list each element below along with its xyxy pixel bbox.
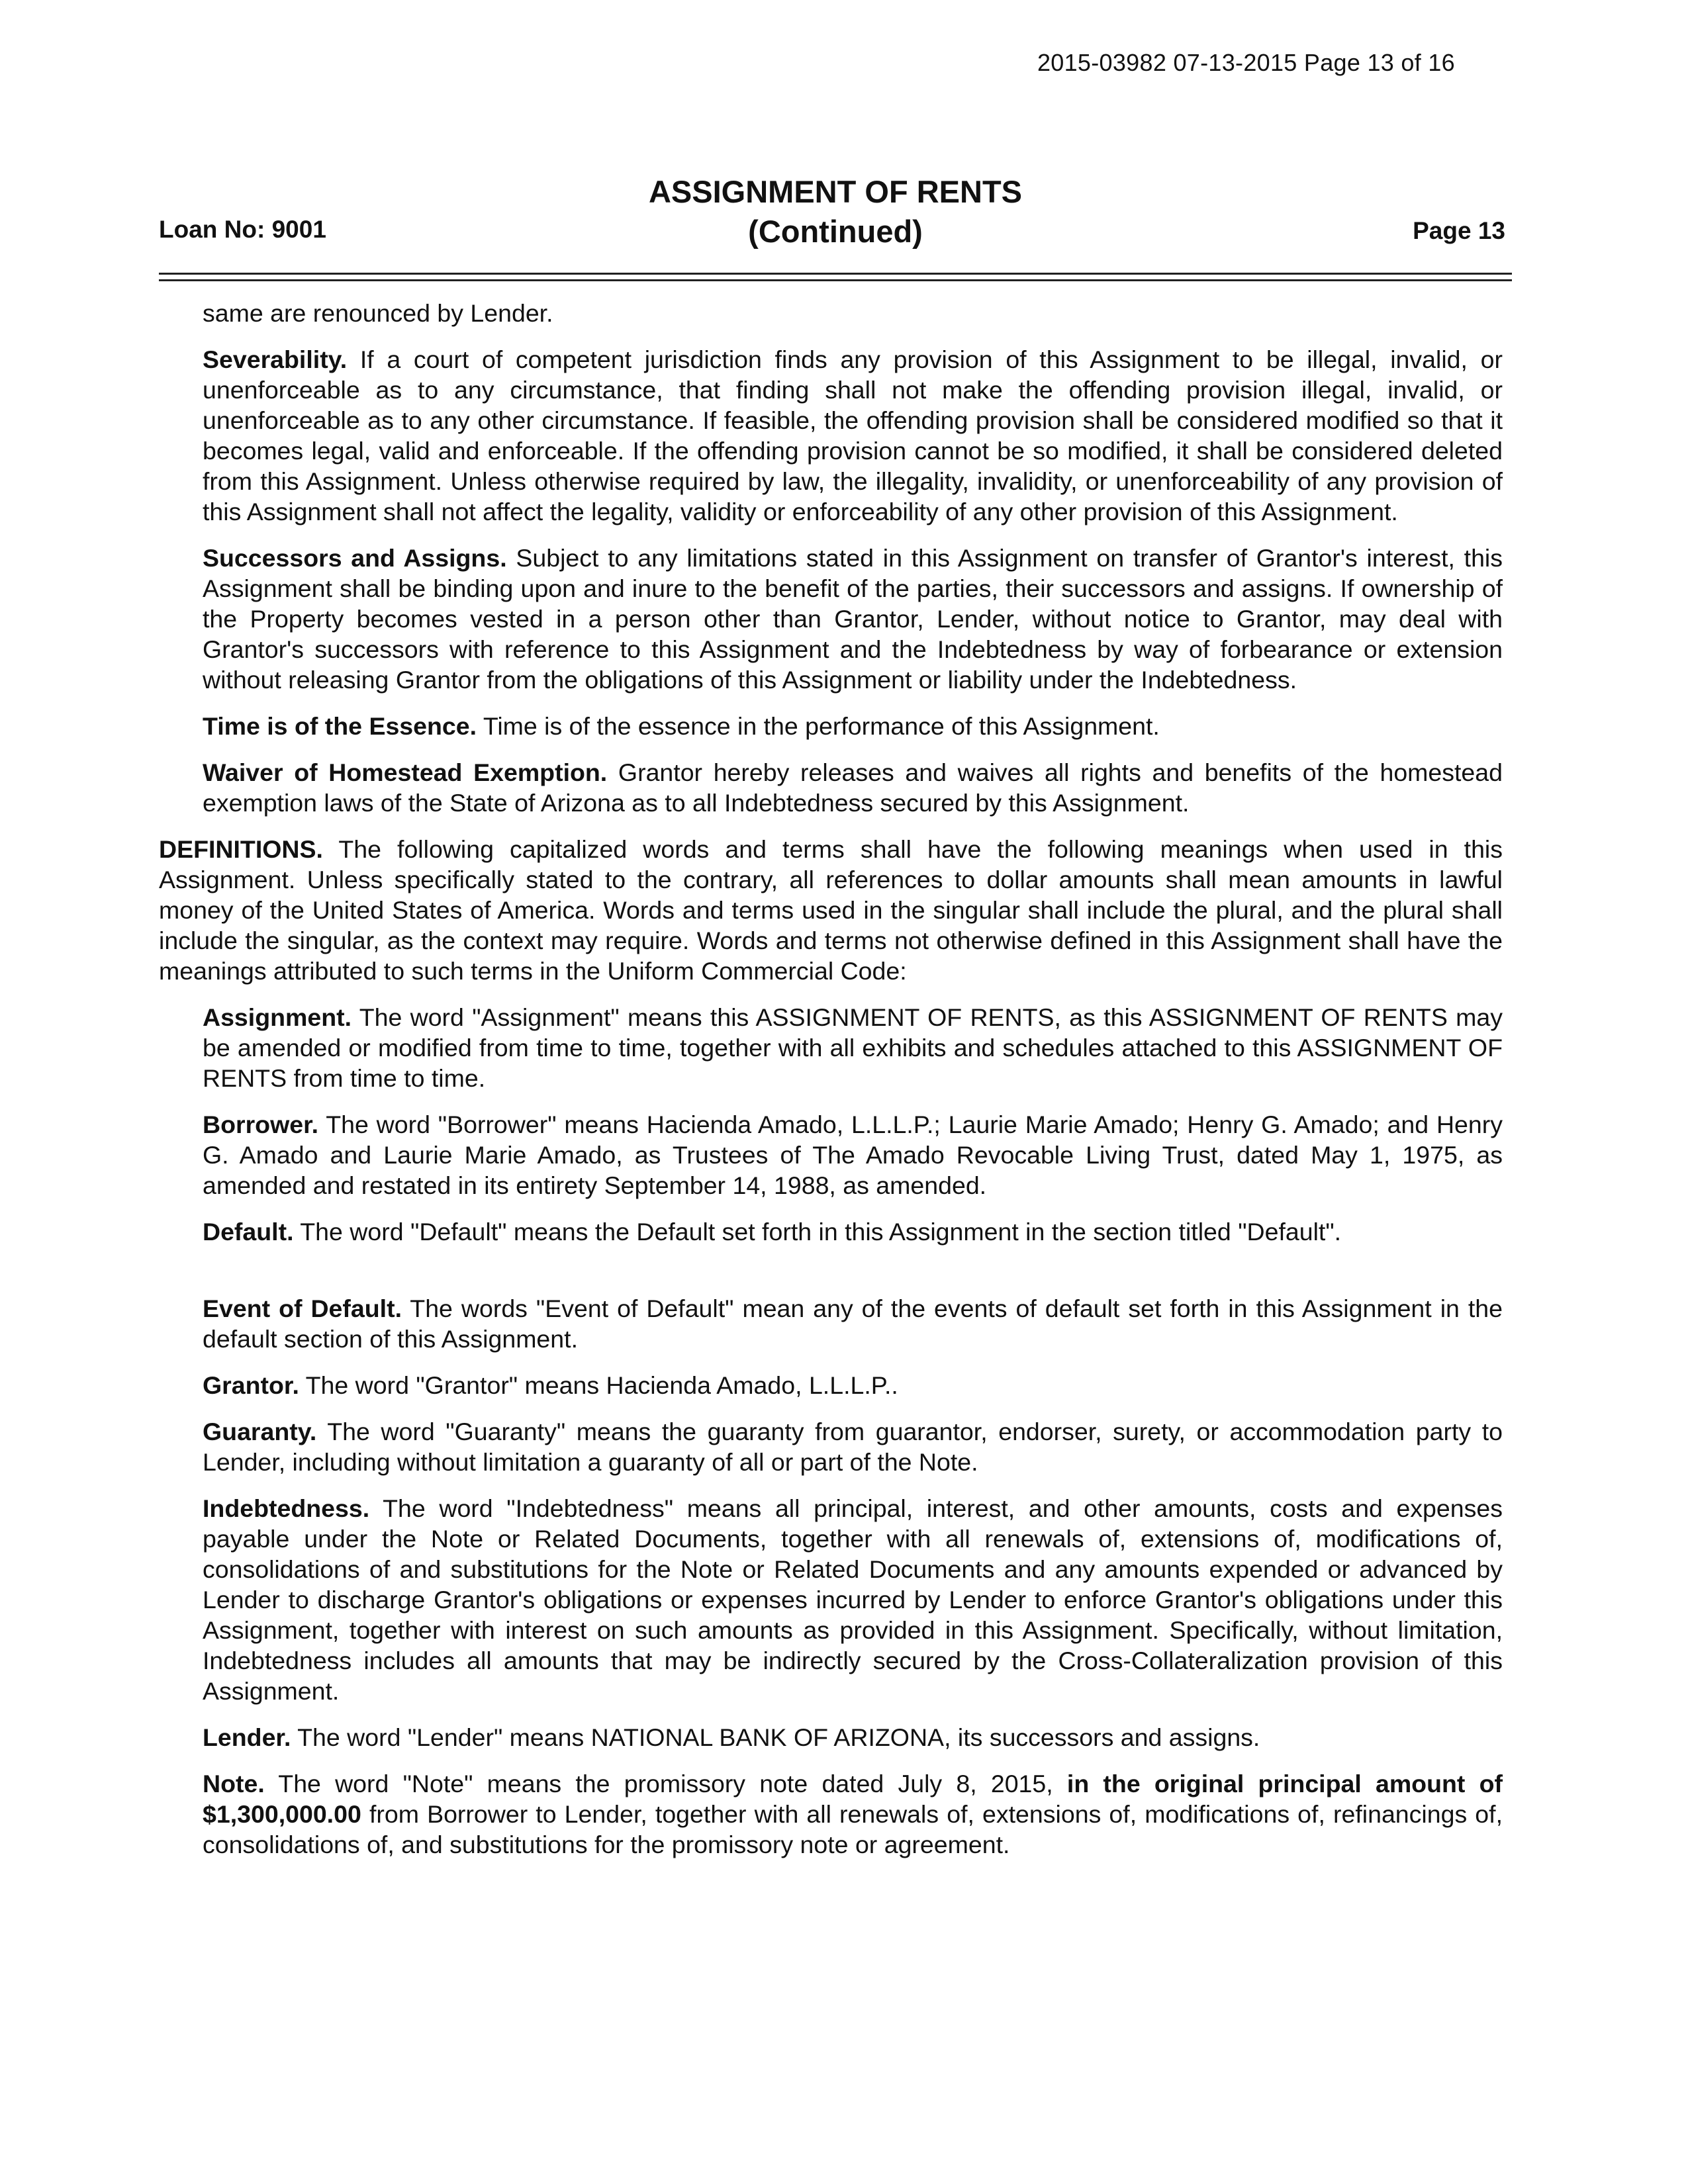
definition-term: Guaranty. [203, 1418, 317, 1445]
section-successors-and-assigns [203, 543, 1503, 695]
section-text: Time is of the essence in the performance of this Assignment. [483, 712, 1160, 740]
section-time-of-essence [203, 711, 1503, 741]
document-header [159, 172, 1512, 251]
header-rule-bottom [159, 279, 1512, 281]
definition-guaranty [203, 1416, 1503, 1477]
definition-text: The word "Default" means the Default set forth in this Assignment in the section titled "Default". [300, 1218, 1342, 1246]
recording-stamp: 2015-03982 07-13-2015 Page 13 of 16 [1037, 49, 1455, 76]
page-number: Page 13 [1413, 217, 1505, 244]
definition-lender [203, 1722, 1503, 1752]
definition-term: Lender. [203, 1723, 291, 1751]
definition-note [203, 1768, 1503, 1860]
section-heading: DEFINITIONS. [159, 835, 323, 863]
definition-text-continued: from Borrower to Lender, together with all renewals of, extensions of, modifications of, refinancings of, consolidations of, and substitutions for the promissory note or agreement. [203, 1800, 1503, 1858]
definition-term: Note. [203, 1770, 265, 1797]
section-heading: Severability. [203, 345, 348, 373]
document-subtitle: (Continued) [748, 214, 923, 249]
definition-borrower [203, 1109, 1503, 1201]
header-rule-top [159, 273, 1512, 275]
note-principal-amount: in the original principal amount of $1,300,000.00 [203, 1770, 1503, 1828]
definition-term: Assignment. [203, 1003, 352, 1031]
section-heading: Waiver of Homestead Exemption. [203, 758, 608, 786]
definition-event-of-default [203, 1293, 1503, 1354]
definition-text: The word "Grantor" means Hacienda Amado, L.L.L.P.. [305, 1371, 898, 1399]
document-title: ASSIGNMENT OF RENTS [648, 174, 1023, 209]
definition-indebtedness [203, 1493, 1503, 1706]
definition-default [203, 1216, 1503, 1247]
definition-assignment [203, 1002, 1503, 1093]
section-severability [203, 344, 1503, 527]
definition-text: The word "Note" means the promissory note dated July 8, 2015, [278, 1770, 1053, 1797]
section-homestead-waiver [203, 757, 1503, 818]
definition-text: The word "Borrower" means Hacienda Amado, L.L.L.P.; Laurie Marie Amado; Henry G. Amado; and Henry G. Amado and Laurie Marie Amado, as Trustees of The Amado Revocable Living Trust, dated May 1, 1975, as amended and restated in its entirety September 14, 1988, as amended. [203, 1111, 1503, 1199]
definition-term: Default. [203, 1218, 294, 1246]
definition-text: The word "Assignment" means this ASSIGNMENT OF RENTS, as this ASSIGNMENT OF RENTS may be amended or modified from time to time, together with all exhibits and schedules attached to this ASSIGNMENT OF RENTS from time to time. [203, 1003, 1503, 1092]
definition-grantor [203, 1370, 1503, 1400]
definition-term: Borrower. [203, 1111, 319, 1138]
continued-paragraph: same are renounced by Lender. [203, 299, 553, 327]
section-text: The following capitalized words and terms shall have the following meanings when used in this Assignment. Unless specifically stated to the contrary, all references to dollar amounts shall mean amounts in lawful money of the United States of America. Words and terms used in the singular shall include the plural, and the plural shall include the singular, as the context may require. Words and terms not otherwise defined in this Assignment shall have the meanings attributed to such terms in the Uniform Commercial Code: [159, 835, 1503, 985]
section-heading: Successors and Assigns. [203, 544, 507, 572]
definition-term: Indebtedness. [203, 1494, 370, 1522]
definition-text: The word "Guaranty" means the guaranty from guarantor, endorser, surety, or accommodation party to Lender, including without limitation a guaranty of all or part of the Note. [203, 1418, 1503, 1476]
document-body [159, 298, 1503, 1860]
definition-term: Event of Default. [203, 1295, 402, 1322]
definition-text: The word "Indebtedness" means all principal, interest, and other amounts, costs and expenses payable under the Note or Related Documents, together with all renewals of, extensions of, modifications of, consolidations of and substitutions for the Note or Related Documents and any amounts expended or advanced by Lender to discharge Grantor's obligations or expenses incurred by Lender to enforce Grantor's obligations under this Assignment, together with interest on such amounts as provided in this Assignment. Specifically, without limitation, Indebtedness includes all amounts that may be indirectly secured by the Cross-Collateralization provision of this Assignment. [203, 1494, 1503, 1705]
definition-text: The word "Lender" means NATIONAL BANK OF ARIZONA, its successors and assigns. [297, 1723, 1260, 1751]
section-text: Subject to any limitations stated in this Assignment on transfer of Grantor's interest, this Assignment shall be binding upon and inure to the benefit of the parties, their successors and assigns. If ownership of the Property becomes vested in a person other than Grantor, Lender, without notice to Grantor, may deal with Grantor's successors with reference to this Assignment and the Indebtedness by way of forbearance or extension without releasing Grantor from the obligations of this Assignment or liability under the Indebtedness. [203, 544, 1503, 694]
definition-term: Grantor. [203, 1371, 299, 1399]
document-title-block [159, 172, 1512, 251]
definition-text: The words "Event of Default" mean any of the events of default set forth in this Assignment in the default section of this Assignment. [203, 1295, 1503, 1353]
section-text: Grantor hereby releases and waives all rights and benefits of the homestead exemption laws of the State of Arizona as to all Indebtedness secured by this Assignment. [203, 758, 1503, 817]
section-text: If a court of competent jurisdiction finds any provision of this Assignment to be illegal, invalid, or unenforceable as to any circumstance, that finding shall not make the offending provision illegal, invalid, or unenforceable as to any other circumstance. If feasible, the offending provision shall be considered modified so that it becomes legal, valid and enforceable. If the offending provision cannot be so modified, it shall be considered deleted from this Assignment. Unless otherwise required by law, the illegality, invalidity, or unenforceability of any provision of this Assignment shall not affect the legality, validity or enforceability of any other provision of this Assignment. [203, 345, 1503, 525]
section-heading: Time is of the Essence. [203, 712, 477, 740]
section-definitions [159, 834, 1503, 986]
loan-number: Loan No: 9001 [159, 216, 326, 243]
